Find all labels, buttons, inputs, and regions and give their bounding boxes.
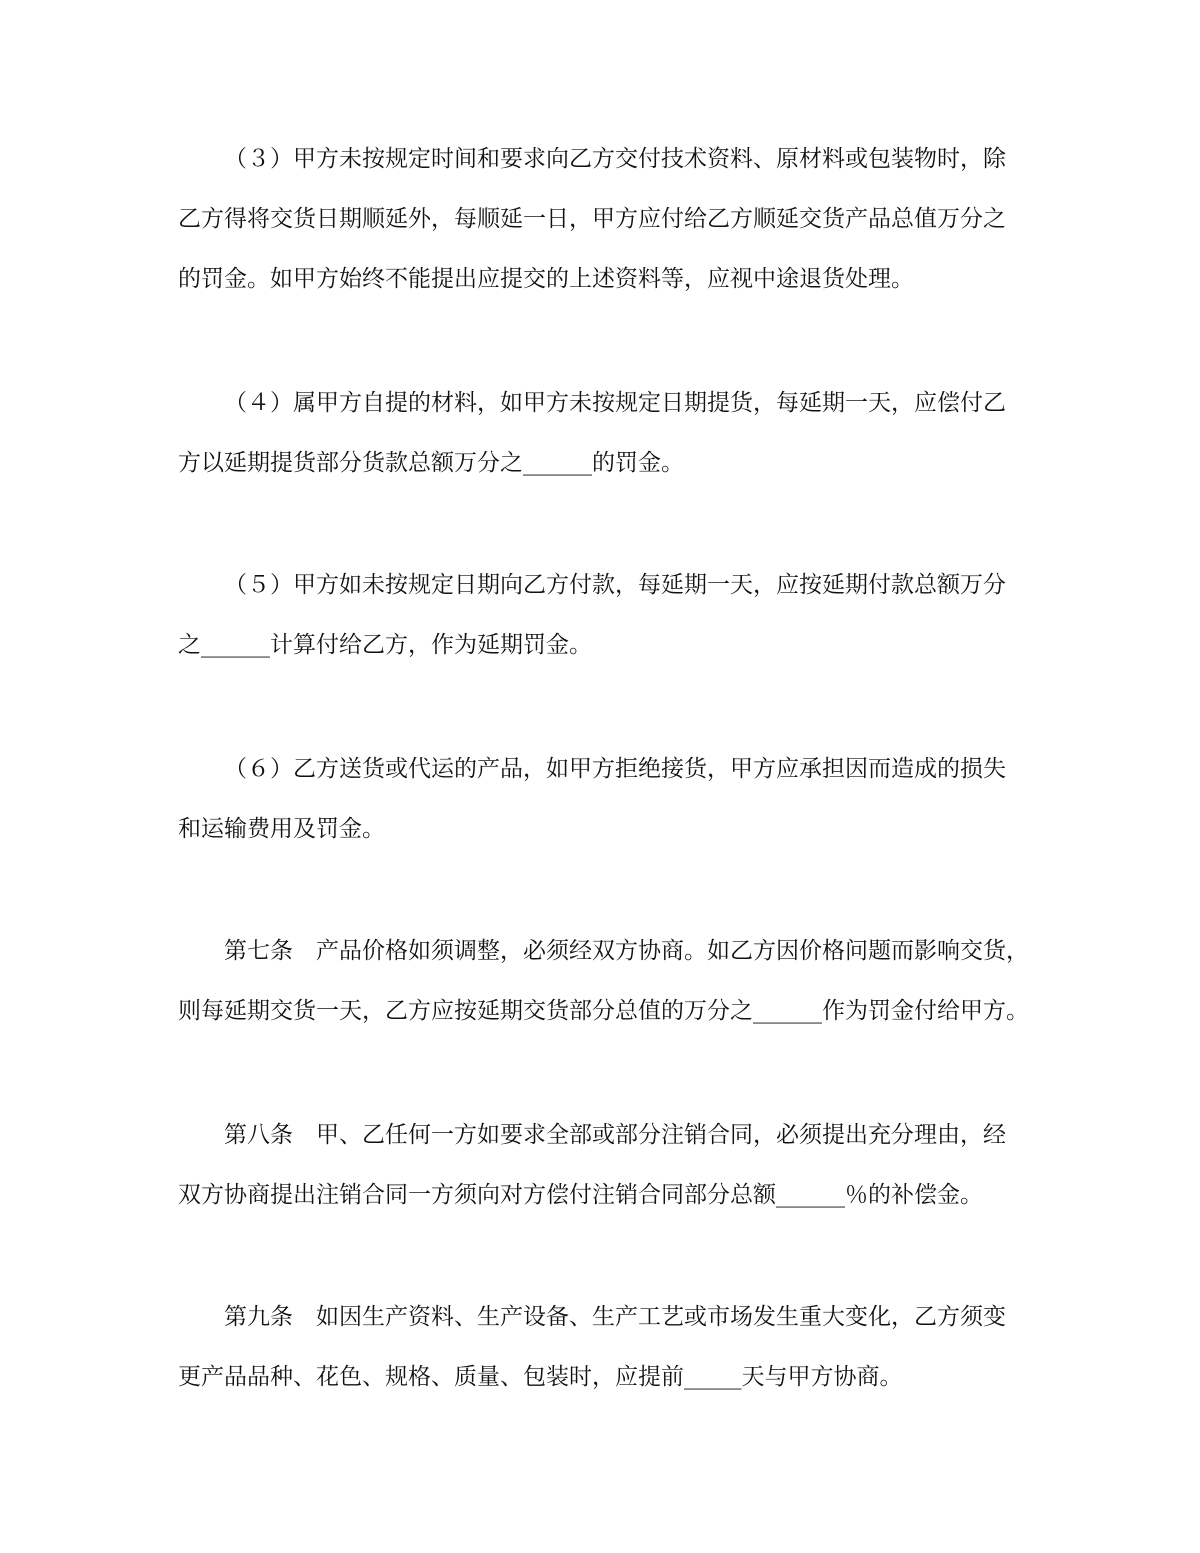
clause-5-line-2: 之______计算付给乙方，作为延期罚金。 [178,632,592,658]
article-8-line-2: 双方协商提出注销合同一方须向对方偿付注销合同部分总额______％的补偿金。 [178,1182,983,1208]
clause-5-line-1: （５）甲方如未按规定日期向乙方付款，每延期一天，应按延期付款总额万分 [224,572,1006,598]
clause-3-line-1: （３）甲方未按规定时间和要求向乙方交付技术资料、原材料或包装物时，除 [224,146,1006,172]
clause-6-line-1: （６）乙方送货或代运的产品，如甲方拒绝接货，甲方应承担因而造成的损失 [224,756,1006,782]
clause-6-line-2: 和运输费用及罚金。 [178,816,385,842]
clause-3-line-3: 的罚金。如甲方始终不能提出应提交的上述资料等，应视中途退货处理。 [178,266,914,292]
article-7-line-1: 第七条 产品价格如须调整，必须经双方协商。如乙方因价格问题而影响交货， [224,938,1029,964]
article-7-line-2: 则每延期交货一天，乙方应按延期交货部分总值的万分之______作为罚金付给甲方。 [178,998,1029,1024]
article-9-line-1: 第九条 如因生产资料、生产设备、生产工艺或市场发生重大变化，乙方须变 [224,1304,1006,1330]
clause-4-line-2: 方以延期提货部分货款总额万分之______的罚金。 [178,450,684,476]
clause-4-line-1: （４）属甲方自提的材料，如甲方未按规定日期提货，每延期一天，应偿付乙 [224,390,1006,416]
article-9-line-2: 更产品品种、花色、规格、质量、包装时，应提前_____天与甲方协商。 [178,1364,903,1390]
article-8-line-1: 第八条 甲、乙任何一方如要求全部或部分注销合同，必须提出充分理由，经 [224,1122,1006,1148]
clause-3-line-2: 乙方得将交货日期顺延外，每顺延一日，甲方应付给乙方顺延交货产品总值万分之 [178,206,1006,232]
